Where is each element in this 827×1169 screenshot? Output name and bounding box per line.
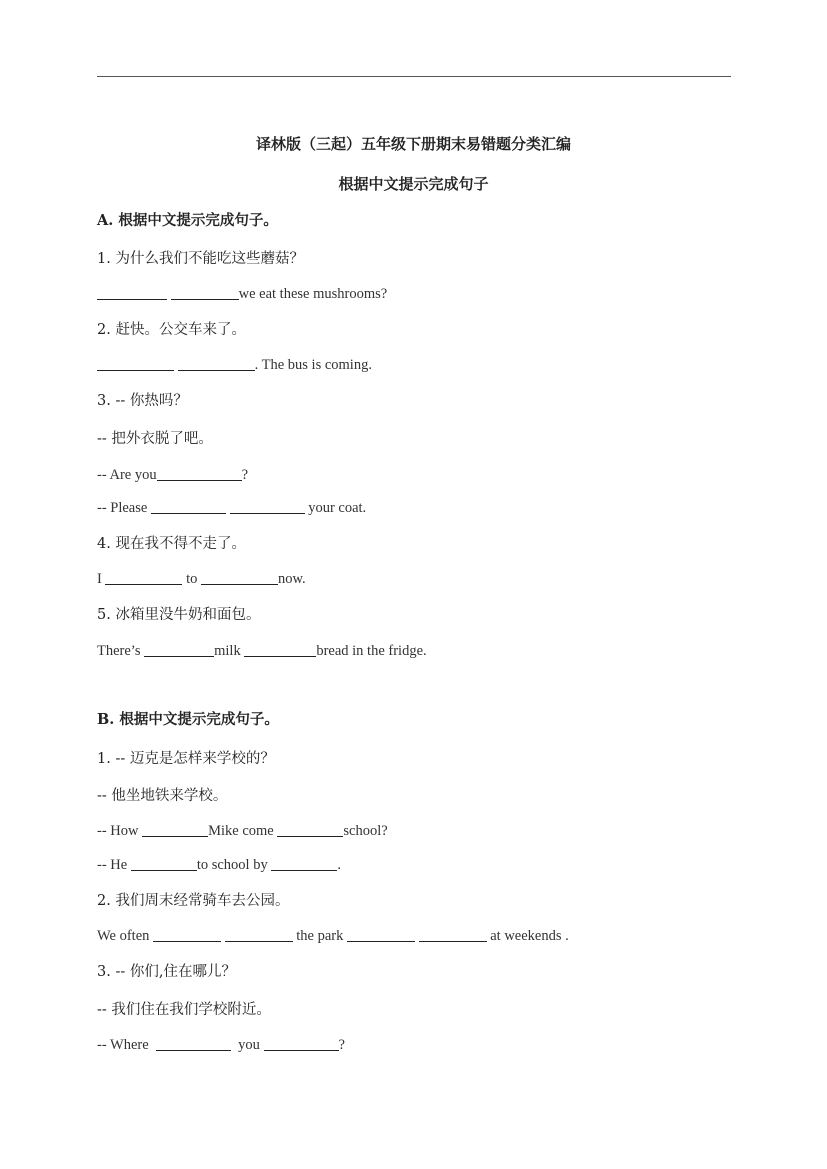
a-q3-answer-line-1: -- Are you ? (97, 467, 249, 483)
page-subtitle: 根据中文提示完成句子 (338, 175, 489, 193)
section-a-heading: A. 根据中文提示完成句子。 (97, 212, 278, 229)
b-q3-answer-line: -- Where you ? (97, 1037, 345, 1053)
page-title: 译林版（三起）五年级下册期末易错题分类汇编 (255, 135, 571, 153)
blank[interactable] (277, 822, 343, 837)
a-q4-prompt: 4. 现在我不得不走了。 (97, 536, 246, 552)
blank[interactable] (225, 927, 293, 942)
b-q1-prompt-2: -- 他坐地铁来学校。 (97, 788, 228, 804)
b-q3-prompt-1: 3. -- 你们,住在哪儿？ (97, 964, 236, 980)
b-q1-answer-line-2: -- He to school by . (97, 857, 341, 873)
a-q1-prompt: 1. 为什么我们不能吃这些蘑菇？ (97, 251, 304, 267)
a-q5-answer-line: There’s milk bread in the fridge. (97, 643, 427, 659)
blank[interactable] (156, 1036, 231, 1051)
blank[interactable] (347, 927, 415, 942)
a-q3-prompt-1: 3. -- 你热吗？ (97, 393, 188, 409)
blank[interactable] (105, 570, 182, 585)
a-q2-answer-line: . The bus is coming. (97, 356, 372, 374)
blank[interactable] (271, 856, 337, 871)
b-q1-prompt-1: 1. -- 迈克是怎样来学校的？ (97, 751, 275, 767)
a-q3-prompt-2: -- 把外衣脱了吧。 (97, 431, 213, 447)
blank[interactable] (244, 642, 316, 657)
b-q2-answer-line: We often the park at weekends . (97, 928, 569, 944)
b-q3-prompt-2: -- 我们住在我们学校附近。 (97, 1002, 271, 1018)
blank[interactable] (230, 499, 305, 514)
blank[interactable] (201, 570, 278, 585)
blank[interactable] (131, 856, 197, 871)
section-b-heading: B. 根据中文提示完成句子。 (97, 711, 279, 728)
blank[interactable] (142, 822, 208, 837)
a-q5-prompt: 5. 冰箱里没牛奶和面包。 (97, 607, 261, 623)
a-q1-answer-line: we eat these mushrooms? (97, 285, 387, 303)
blank[interactable] (171, 285, 239, 300)
blank[interactable] (178, 356, 255, 371)
blank[interactable] (151, 499, 226, 514)
blank[interactable] (264, 1036, 339, 1051)
header-rule (97, 76, 731, 77)
blank[interactable] (419, 927, 487, 942)
b-q1-answer-line-1: -- How Mike come school? (97, 823, 388, 839)
blank[interactable] (153, 927, 221, 942)
blank[interactable] (97, 285, 167, 300)
blank[interactable] (144, 642, 214, 657)
a-q2-prompt: 2. 赶快。公交车来了。 (97, 322, 246, 338)
blank[interactable] (97, 356, 174, 371)
blank[interactable] (157, 466, 242, 481)
b-q2-prompt: 2. 我们周末经常骑车去公园。 (97, 893, 290, 909)
a-q3-answer-line-2: -- Please your coat. (97, 500, 367, 516)
a-q4-answer-line: I to now. (97, 571, 306, 587)
